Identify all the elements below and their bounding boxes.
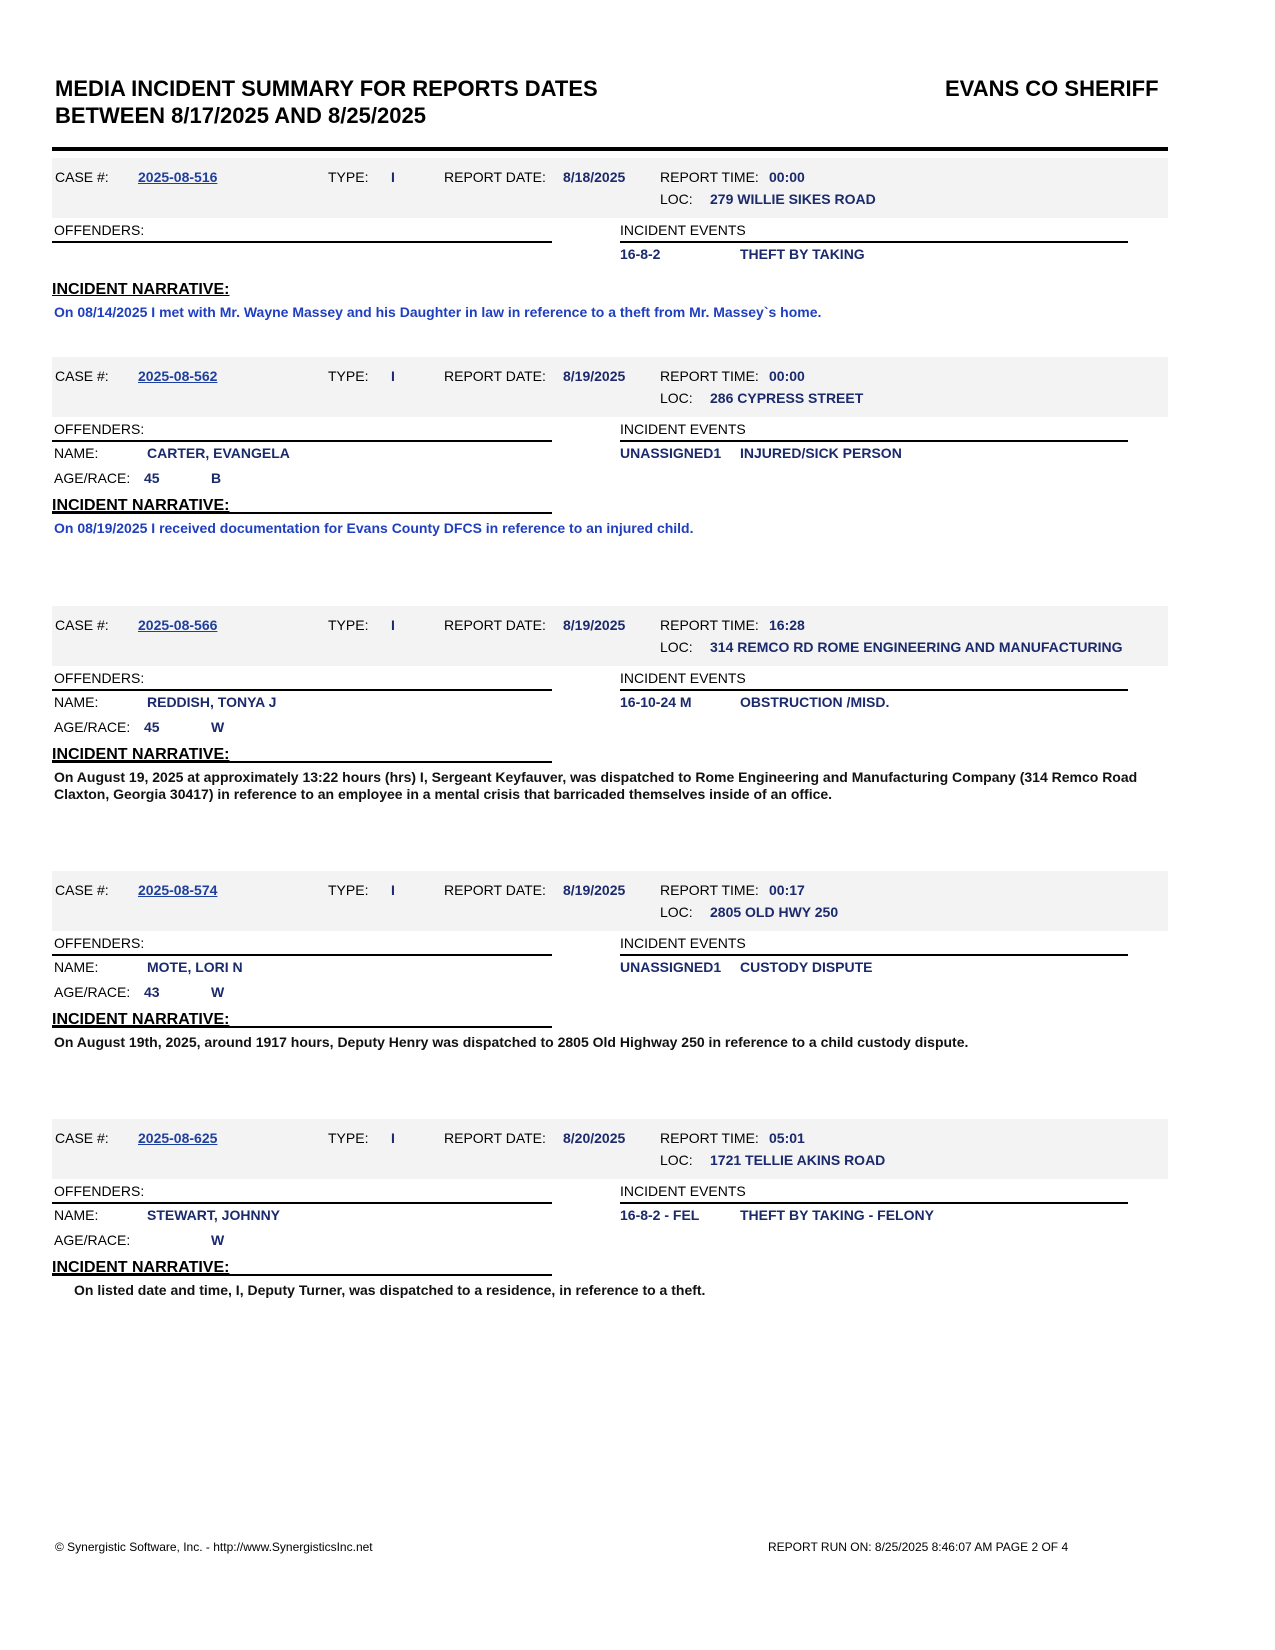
case-number-label: CASE #: [55, 617, 109, 633]
incident-events-rule [620, 440, 1128, 442]
location-value: 286 CYPRESS STREET [710, 390, 864, 406]
offenders-label: OFFENDERS: [54, 421, 145, 437]
offenders-label: OFFENDERS: [54, 1183, 145, 1199]
offenders-label: OFFENDERS: [54, 670, 145, 686]
report-title-line1: MEDIA INCIDENT SUMMARY FOR REPORTS DATES [55, 76, 598, 101]
case-block [52, 871, 1168, 1121]
narrative-heading: INCIDENT NARRATIVE: [52, 1259, 230, 1276]
offender-name: STEWART, JOHNNY [147, 1207, 281, 1223]
incident-events-rule [620, 954, 1128, 956]
narrative-heading: INCIDENT NARRATIVE: [52, 497, 230, 514]
offenders-rule [52, 689, 552, 691]
report-date-label: REPORT DATE: [444, 1130, 546, 1146]
offender-name-label: NAME: [54, 1207, 99, 1223]
incident-events-label: INCIDENT EVENTS [620, 670, 746, 686]
offender-name-label: NAME: [54, 959, 99, 975]
incident-events-rule [620, 241, 1128, 243]
report-time-label: REPORT TIME: [660, 617, 759, 633]
report-time-label: REPORT TIME: [660, 368, 759, 384]
event-code: 16-10-24 M [620, 694, 692, 710]
type-value: I [391, 169, 395, 185]
case-number-link[interactable]: 2025-08-574 [138, 882, 218, 898]
narrative-heading: INCIDENT NARRATIVE: [52, 1011, 230, 1028]
report-time-value: 00:00 [769, 368, 805, 384]
location-value: 279 WILLIE SIKES ROAD [710, 191, 876, 207]
offender-name: CARTER, EVANGELA [147, 445, 290, 461]
type-label: TYPE: [328, 617, 369, 633]
offender-name-label: NAME: [54, 445, 99, 461]
case-header-band [52, 158, 1168, 218]
report-date-value: 8/19/2025 [563, 882, 626, 898]
report-date-label: REPORT DATE: [444, 882, 546, 898]
offenders-rule [52, 440, 552, 442]
incident-events-label: INCIDENT EVENTS [620, 222, 746, 238]
case-block [52, 357, 1168, 607]
offenders-label: OFFENDERS: [54, 222, 145, 238]
report-time-label: REPORT TIME: [660, 882, 759, 898]
report-time-label: REPORT TIME: [660, 169, 759, 185]
incident-events-label: INCIDENT EVENTS [620, 1183, 746, 1199]
case-header-band [52, 606, 1168, 666]
age-race-label: AGE/RACE: [54, 1232, 131, 1248]
case-number-link[interactable]: 2025-08-566 [138, 617, 218, 633]
type-label: TYPE: [328, 368, 369, 384]
footer-copyright: © Synergistic Software, Inc. - http://www.SynergisticsInc.net [55, 1540, 373, 1554]
narrative-text: On August 19, 2025 at approximately 13:22 hours (hrs) I, Sergeant Keyfauver, was dispatched to Rome Engineering and Manufacturing Company (314 Remco Road Claxton, Georgia 30417) in reference to an employee in a mental crisis that barricaded themselves inside of an office. [54, 769, 1138, 802]
report-time-value: 00:17 [769, 882, 805, 898]
event-code: UNASSIGNED1 [620, 959, 722, 975]
narrative-text: On listed date and time, I, Deputy Turner, was dispatched to a residence, in reference to a theft. [74, 1282, 706, 1298]
header-divider [52, 147, 1168, 151]
case-header-band [52, 1119, 1168, 1179]
offenders-rule [52, 954, 552, 956]
report-time-value: 16:28 [769, 617, 805, 633]
case-block [52, 606, 1168, 856]
type-value: I [391, 1130, 395, 1146]
type-label: TYPE: [328, 1130, 369, 1146]
offender-age: 43 [144, 984, 160, 1000]
case-header-band [52, 871, 1168, 931]
offender-name: REDDISH, TONYA J [147, 694, 277, 710]
narrative-heading: INCIDENT NARRATIVE: [52, 746, 230, 763]
offenders-rule [52, 241, 552, 243]
report-date-label: REPORT DATE: [444, 169, 546, 185]
offenders-label: OFFENDERS: [54, 935, 145, 951]
case-number-link[interactable]: 2025-08-516 [138, 169, 218, 185]
incident-events-label: INCIDENT EVENTS [620, 421, 746, 437]
type-label: TYPE: [328, 882, 369, 898]
type-value: I [391, 617, 395, 633]
report-time-value: 05:01 [769, 1130, 805, 1146]
type-value: I [391, 368, 395, 384]
case-block [52, 1119, 1168, 1369]
location-label: LOC: [660, 1152, 693, 1168]
narrative-text: On August 19th, 2025, around 1917 hours, Deputy Henry was dispatched to 2805 Old Highway 250 in reference to a child custody dispute. [54, 1034, 969, 1050]
report-date-label: REPORT DATE: [444, 617, 546, 633]
report-date-value: 8/20/2025 [563, 1130, 626, 1146]
narrative-heading: INCIDENT NARRATIVE: [52, 281, 230, 298]
offender-name: MOTE, LORI N [147, 959, 243, 975]
report-date-value: 8/18/2025 [563, 169, 626, 185]
report-time-value: 00:00 [769, 169, 805, 185]
event-description: THEFT BY TAKING [740, 246, 865, 262]
report-date-value: 8/19/2025 [563, 617, 626, 633]
report-date-label: REPORT DATE: [444, 368, 546, 384]
case-number-label: CASE #: [55, 169, 109, 185]
location-label: LOC: [660, 904, 693, 920]
case-number-link[interactable]: 2025-08-562 [138, 368, 218, 384]
event-description: THEFT BY TAKING - FELONY [740, 1207, 934, 1223]
offender-race: W [211, 984, 225, 1000]
event-description: OBSTRUCTION /MISD. [740, 694, 890, 710]
offender-name-label: NAME: [54, 694, 99, 710]
location-label: LOC: [660, 191, 693, 207]
type-label: TYPE: [328, 169, 369, 185]
event-code: 16-8-2 [620, 246, 661, 262]
offenders-rule [52, 1202, 552, 1204]
offender-race: B [211, 470, 222, 486]
type-value: I [391, 882, 395, 898]
incident-events-rule [620, 1202, 1128, 1204]
age-race-label: AGE/RACE: [54, 719, 131, 735]
age-race-label: AGE/RACE: [54, 984, 131, 1000]
location-label: LOC: [660, 390, 693, 406]
report-title-line2: BETWEEN 8/17/2025 AND 8/25/2025 [55, 103, 426, 128]
case-number-label: CASE #: [55, 368, 109, 384]
location-label: LOC: [660, 639, 693, 655]
report-time-label: REPORT TIME: [660, 1130, 759, 1146]
narrative-text: On 08/14/2025 I met with Mr. Wayne Massey and his Daughter in law in reference to a theft from Mr. Massey`s home. [54, 304, 822, 320]
location-value: 2805 OLD HWY 250 [710, 904, 839, 920]
footer-report-run: REPORT RUN ON: 8/25/2025 8:46:07 AM PAGE 2 OF 4 [768, 1540, 1069, 1554]
offender-race: W [211, 1232, 225, 1248]
location-value: 1721 TELLIE AKINS ROAD [710, 1152, 886, 1168]
report-title [55, 75, 755, 129]
agency-name: EVANS CO SHERIFF [945, 76, 1159, 101]
case-number-label: CASE #: [55, 882, 109, 898]
offender-age: 45 [144, 719, 160, 735]
incident-events-label: INCIDENT EVENTS [620, 935, 746, 951]
event-code: 16-8-2 - FEL [620, 1207, 700, 1223]
offender-race: W [211, 719, 225, 735]
location-value: 314 REMCO RD ROME ENGINEERING AND MANUFACTURING [710, 639, 1123, 655]
incident-events-rule [620, 689, 1128, 691]
event-description: CUSTODY DISPUTE [740, 959, 873, 975]
event-code: UNASSIGNED1 [620, 445, 722, 461]
narrative-text: On 08/19/2025 I received documentation for Evans County DFCS in reference to an injured child. [54, 520, 694, 536]
case-number-link[interactable]: 2025-08-625 [138, 1130, 218, 1146]
offender-age: 45 [144, 470, 160, 486]
report-date-value: 8/19/2025 [563, 368, 626, 384]
case-header-band [52, 357, 1168, 417]
case-number-label: CASE #: [55, 1130, 109, 1146]
event-description: INJURED/SICK PERSON [740, 445, 902, 461]
age-race-label: AGE/RACE: [54, 470, 131, 486]
